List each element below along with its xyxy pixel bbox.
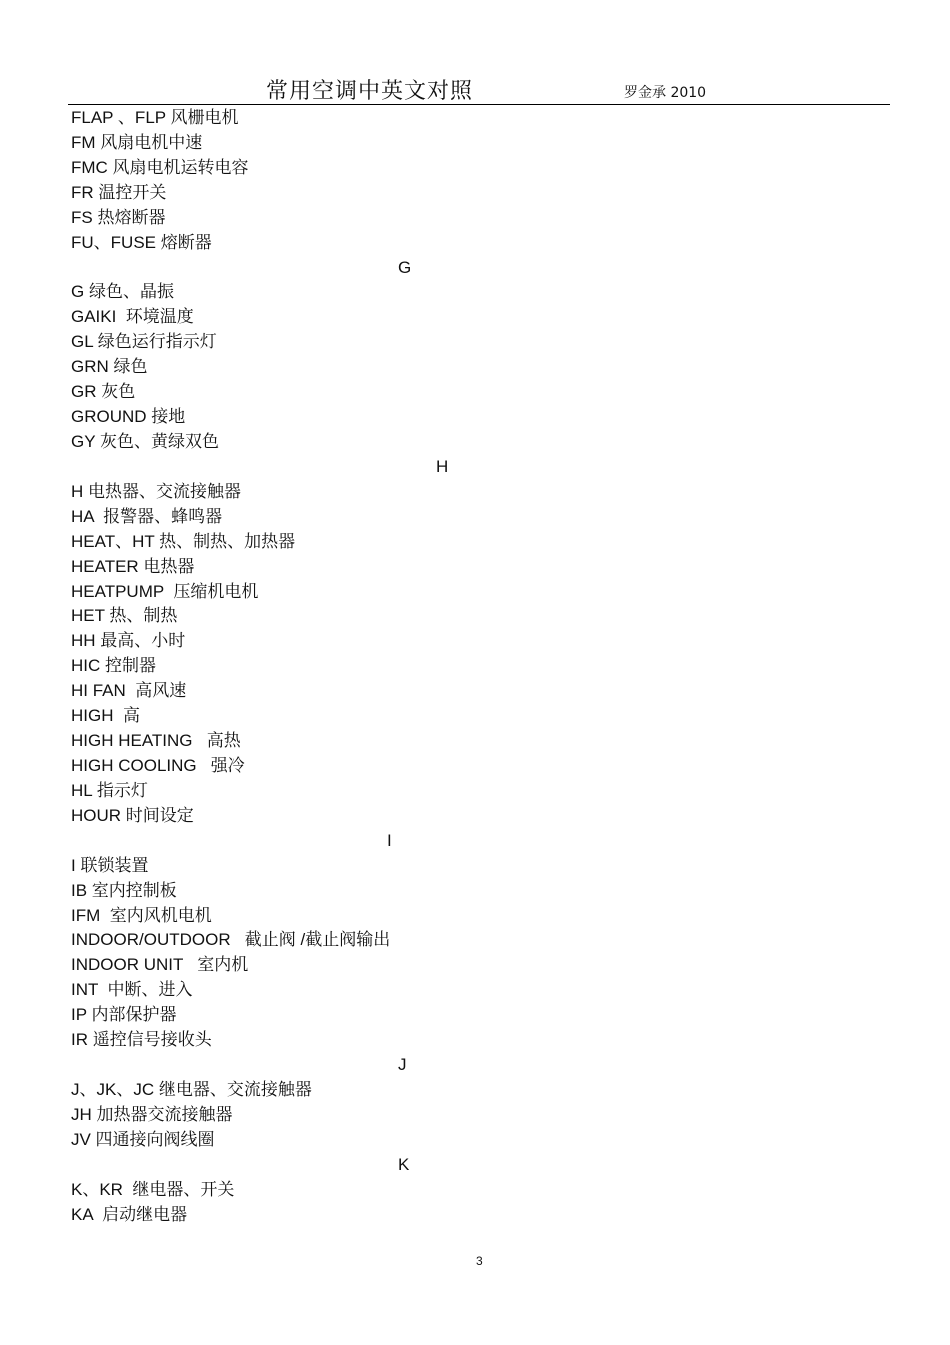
glossary-entry: JH 加热器交流接触器	[71, 1104, 233, 1124]
glossary-entry: HEATER 电热器	[71, 556, 195, 576]
glossary-entry: IP 内部保护器	[71, 1005, 177, 1025]
section-letter-row	[0, 256, 950, 281]
glossary-entry: GROUND 接地	[71, 407, 186, 427]
glossary-entry: HH 最高、小时	[71, 631, 186, 651]
glossary-entry: FLAP 、FLP 风栅电机	[71, 108, 239, 127]
page-title: 常用空调中英文对照	[266, 79, 474, 104]
glossary-entry: FS 热熔断器	[71, 207, 166, 227]
glossary-entry: J、JK、JC 继电器、交流接触器	[71, 1079, 312, 1099]
section-letter-row	[0, 455, 950, 480]
section-letter: J	[398, 1055, 407, 1075]
glossary-entry: GL 绿色运行指示灯	[71, 332, 217, 352]
glossary-entry: GRN 绿色	[71, 357, 148, 377]
glossary-entry: JV 四通接向阀线圈	[71, 1129, 215, 1149]
glossary-entry: IB 室内控制板	[71, 880, 177, 900]
glossary-entry: HI FAN 高风速	[71, 681, 187, 701]
glossary-entry: HIGH COOLING 强冷	[71, 755, 245, 775]
glossary-entry: HOUR 时间设定	[71, 805, 194, 825]
glossary-list	[0, 106, 950, 1227]
glossary-entry: INDOOR UNIT 室内机	[71, 955, 249, 975]
glossary-entry: IR 遥控信号接收头	[71, 1030, 212, 1050]
glossary-entry: I 联锁装置	[71, 855, 149, 875]
section-letter: H	[436, 456, 449, 476]
glossary-entry: HIGH 高	[71, 706, 140, 726]
glossary-entry: HIC 控制器	[71, 656, 156, 676]
glossary-entry: INDOOR/OUTDOOR 截止阀 /截止阀输出	[71, 930, 391, 950]
glossary-entry: GAIKI 环境温度	[71, 307, 194, 327]
glossary-entry: HEAT、HT 热、制热、加热器	[71, 531, 296, 551]
glossary-entry: FMC 风扇电机运转电容	[71, 157, 249, 177]
glossary-entry: HIGH HEATING 高热	[71, 731, 241, 751]
glossary-entry: K、KR 继电器、开关	[71, 1179, 235, 1199]
section-letter-row	[0, 1153, 950, 1178]
glossary-entry: HET 热、制热	[71, 606, 178, 626]
section-letter-row	[0, 829, 950, 854]
glossary-entry: GR 灰色	[71, 382, 136, 402]
glossary-entry: IFM 室内风机电机	[71, 905, 212, 925]
header-divider	[68, 104, 890, 105]
glossary-entry: FM 风扇电机中速	[71, 132, 203, 152]
page-number: 3	[476, 1254, 483, 1268]
glossary-entry: G 绿色、晶振	[71, 282, 174, 302]
glossary-entry: INT 中断、进入	[71, 980, 193, 1000]
section-letter: I	[387, 830, 392, 850]
glossary-entry: HL 指示灯	[71, 780, 148, 800]
glossary-entry: FU、FUSE 熔断器	[71, 232, 212, 252]
section-letter: G	[398, 257, 412, 277]
author-year: 罗金承 2010	[624, 85, 707, 101]
glossary-entry: FR 温控开关	[71, 182, 167, 202]
glossary-entry: KA 启动继电器	[71, 1204, 188, 1224]
section-letter-row	[0, 1053, 950, 1078]
section-letter: K	[398, 1154, 410, 1174]
glossary-entry: GY 灰色、黄绿双色	[71, 431, 219, 451]
glossary-entry: HA 报警器、蜂鸣器	[71, 506, 223, 526]
glossary-entry: H 电热器、交流接触器	[71, 481, 241, 501]
glossary-entry: HEATPUMP 压缩机电机	[71, 581, 259, 601]
